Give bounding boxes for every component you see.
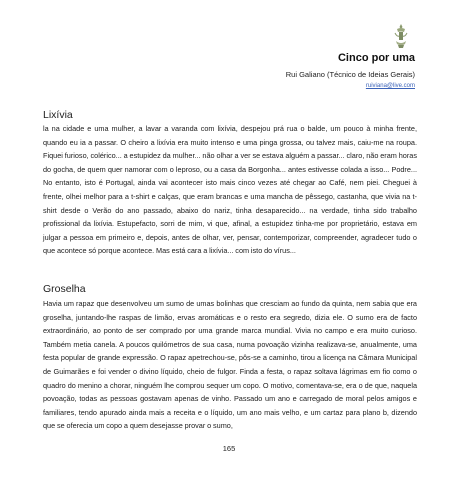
section-heading-lixivia: Lixívia <box>43 109 73 121</box>
page-number: 165 <box>222 444 236 453</box>
author-byline: Rui Galiano (Técnico de Ideias Gerais) <box>285 70 415 79</box>
section-text-lixivia: la na cidade e uma mulher, a lavar a varanda com lixívia, despejou prá rua o balde, um pouco à minha frente, quando eu ia a passar. O cheiro a lixívia era muito intenso e uma pinga grossa, ou talvez mais, caiu-me na roupa. Fiquei furioso, colérico... a estupidez da mulher... não olhar a ver se estava alguém a passar... claro, não eram horas do gocha, de quem quer namorar com o leproso, ou a casa da Borgonha... antes estivesse colada a isso... Podre... No entanto, isto é Portugal, ainda vai acontecer isto mais cinco vezes até chegar ao Café, nem piei. Cheguei à frente, olhei melhor para a t-shirt e calças, que eram brancas e uma mancha de pêssego, castanha, que vivia na t-shirt desde o Verão do ano passado, abaixo do nariz, tinha desaparecido... na verdade, tinha sido trabalho profissional da lixívia. Estupefacto, sorri de mim, vi que, afinal, a estupidez tinha-me por proprietário, estava em julgar a pessoa em primeiro e, depois, antes de olhar, ver, pensar, contemporizar, compreender, agradecer tudo o que acontece só porque acontece. Mas está cara a lixívia... com isto do vírus... <box>43 124 417 256</box>
section-heading-groselha: Groselha <box>43 283 86 295</box>
section-text-groselha: Havia um rapaz que desenvolveu um sumo de umas bolinhas que cresciam ao fundo da quinta, nem sabia que era groselha, juntando-lhe raspas de limão, ervas aromáticas e o resto era segredo, dizia ele. O sumo era de facto extraordinário, ao ponto de ser comprado por uma grande marca mundial. Vivia no campo e era muito curioso. Também metia canela. A poucos quilómetros de sua casa, numa povoação vizinha realizava-se, anualmente, uma festa popular de grande expressão. O rapaz apetrechou-se, pôs-se a caminho, tirou a licença na Câmara Municipal de Guimarães e foi vender o divino líquido, cheio de fulgor. Finda a festa, o rapaz soltava lágrimas em fio como o quadro do menino a chorar, ninguém lhe comprou sequer um copo. O motivo, comentava-se, era o de que, naquela povoação, todas as pessoas gostavam apenas de vinho. Passado um ano e carregado de moral pelos amigos e familiares, tendo apurado ainda mais a receita e o líquido, um ano mais velho, e um cartaz para plano b, dizendo que se oferecia um copo a quem desejasse provar o sumo, <box>43 299 417 431</box>
crest-icon <box>393 23 409 49</box>
author-email-link[interactable]: ruiviana@live.com <box>365 83 415 89</box>
article-title: Cinco por uma <box>337 52 415 64</box>
